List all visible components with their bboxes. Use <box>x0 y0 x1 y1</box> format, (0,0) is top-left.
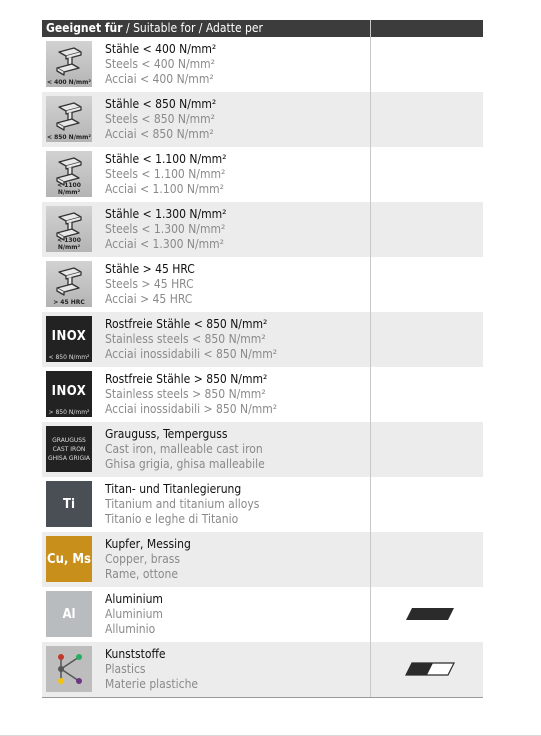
material-text <box>105 591 163 637</box>
material-cell <box>42 422 370 477</box>
suitability-cell <box>370 422 483 477</box>
steel-beam-icon <box>46 261 92 307</box>
material-cell <box>42 532 370 587</box>
icon-label: Al <box>62 606 76 622</box>
material-text <box>105 481 259 527</box>
material-cell <box>42 257 370 312</box>
material-name-en: Copper, brass <box>105 552 180 566</box>
material-name-it: Acciai < 400 N/mm² <box>105 72 214 86</box>
header-bold: Geeignet für <box>46 21 123 35</box>
icon-caption: < 400 N/mm² <box>46 79 92 86</box>
material-name-en: Stainless steels < 850 N/mm² <box>105 332 266 346</box>
material-text <box>105 206 227 252</box>
copper-icon <box>46 536 92 582</box>
suitability-cell <box>370 202 483 257</box>
material-cell <box>42 587 370 642</box>
icon-label: Ti <box>63 496 75 512</box>
material-name-it: Acciai inossidabili > 850 N/mm² <box>105 402 278 416</box>
suitability-cell <box>370 532 483 587</box>
material-name-en: Steels > 45 HRC <box>105 277 194 291</box>
material-name-de: Stähle < 1.100 N/mm² <box>105 152 227 166</box>
material-name-it: Acciai < 1.300 N/mm² <box>105 237 224 251</box>
material-name-en: Cast iron, malleable cast iron <box>105 442 263 456</box>
material-name-de: Stähle < 400 N/mm² <box>105 42 217 56</box>
material-name-en: Plastics <box>105 662 146 676</box>
table-row <box>42 587 483 642</box>
suitability-cell <box>370 367 483 422</box>
table-body <box>42 37 483 697</box>
steel-beam-icon <box>46 206 92 252</box>
icon-label: Cu, Ms <box>46 551 92 567</box>
material-text <box>105 371 277 417</box>
material-name-de: Rostfreie Stähle < 850 N/mm² <box>105 317 268 331</box>
table-row <box>42 312 483 367</box>
titanium-icon <box>46 481 92 527</box>
header-title <box>42 20 370 37</box>
material-name-en: Steels < 1.100 N/mm² <box>105 167 226 181</box>
table-row <box>42 532 483 587</box>
material-text <box>105 316 277 362</box>
suitability-cell <box>370 312 483 367</box>
icon-caption: < 1100 N/mm² <box>57 182 81 196</box>
suitability-full-icon <box>400 607 460 621</box>
icon-label: INOX <box>51 328 87 344</box>
material-cell <box>42 312 370 367</box>
material-name-it: Alluminio <box>105 622 156 636</box>
material-name-it: Materie plastiche <box>105 677 199 691</box>
material-name-it: Titanio e leghe di Titanio <box>105 512 239 526</box>
material-name-en: Stainless steels > 850 N/mm² <box>105 387 266 401</box>
material-name-it: Ghisa grigia, ghisa malleabile <box>105 457 265 471</box>
inox-icon <box>46 316 92 362</box>
material-name-en: Steels < 400 N/mm² <box>105 57 216 71</box>
inox-icon <box>46 371 92 417</box>
table-row <box>42 92 483 147</box>
table-row <box>42 202 483 257</box>
material-name-en: Aluminium <box>105 607 163 621</box>
material-name-de: Titan- und Titanlegierung <box>105 482 242 496</box>
steel-beam-icon <box>46 96 92 142</box>
table-row <box>42 37 483 92</box>
material-name-it: Acciai < 850 N/mm² <box>105 127 214 141</box>
material-text <box>105 96 216 142</box>
material-text <box>105 646 198 692</box>
material-cell <box>42 367 370 422</box>
icon-line: CAST IRON <box>52 445 86 453</box>
suitability-cell <box>370 642 483 697</box>
icon-caption: < 850 N/mm² <box>46 134 92 141</box>
steel-beam-icon <box>46 151 92 197</box>
material-name-de: Kunststoffe <box>105 647 166 661</box>
material-text <box>105 536 191 582</box>
icon-line: GRAUGUSS <box>52 436 86 444</box>
material-name-de: Stähle < 1.300 N/mm² <box>105 207 227 221</box>
material-text <box>105 261 195 307</box>
material-name-en: Steels < 1.300 N/mm² <box>105 222 226 236</box>
header-rest: / Suitable for / Adatte per <box>122 21 263 35</box>
material-text <box>105 41 216 87</box>
material-cell <box>42 477 370 532</box>
icon-line: GHISA GRIGIA <box>48 454 90 462</box>
table-row <box>42 477 483 532</box>
table-header <box>42 20 483 37</box>
material-cell <box>42 147 370 202</box>
suitability-cell <box>370 587 483 642</box>
icon-caption: > 45 HRC <box>53 299 85 306</box>
material-name-de: Stähle < 850 N/mm² <box>105 97 217 111</box>
aluminium-icon <box>46 591 92 637</box>
table-row <box>42 257 483 312</box>
materials-table <box>42 20 483 698</box>
material-cell <box>42 202 370 257</box>
icon-caption: < 850 N/mm² <box>48 354 90 361</box>
steel-beam-icon <box>46 41 92 87</box>
material-text <box>105 151 227 197</box>
material-name-de: Aluminium <box>105 592 163 606</box>
suitability-half-icon <box>400 662 460 676</box>
material-name-it: Acciai > 45 HRC <box>105 292 193 306</box>
material-name-de: Grauguss, Temperguss <box>105 427 228 441</box>
icon-caption: < 1300 N/mm² <box>57 237 81 251</box>
icon-caption: > 850 N/mm² <box>48 409 90 416</box>
suitability-cell <box>370 147 483 202</box>
table-row <box>42 422 483 477</box>
suitability-cell <box>370 37 483 92</box>
suitability-cell <box>370 92 483 147</box>
table-row <box>42 642 483 697</box>
material-name-de: Rostfreie Stähle > 850 N/mm² <box>105 372 268 386</box>
material-name-en: Steels < 850 N/mm² <box>105 112 216 126</box>
plastics-icon <box>46 646 92 692</box>
material-cell <box>42 37 370 92</box>
material-text <box>105 426 265 472</box>
material-name-en: Titanium and titanium alloys <box>105 497 260 511</box>
material-name-de: Kupfer, Messing <box>105 537 191 551</box>
suitability-cell <box>370 257 483 312</box>
header-right-cell <box>370 20 483 37</box>
cast-iron-icon <box>46 426 92 472</box>
suitability-cell <box>370 477 483 532</box>
material-name-it: Acciai < 1.100 N/mm² <box>105 182 224 196</box>
material-cell <box>42 92 370 147</box>
material-cell <box>42 642 370 697</box>
material-name-de: Stähle > 45 HRC <box>105 262 195 276</box>
material-name-it: Acciai inossidabili < 850 N/mm² <box>105 347 278 361</box>
icon-label: INOX <box>51 383 87 399</box>
table-row <box>42 147 483 202</box>
table-row <box>42 367 483 422</box>
material-name-it: Rame, ottone <box>105 567 179 581</box>
table-bottom-border <box>42 697 483 698</box>
